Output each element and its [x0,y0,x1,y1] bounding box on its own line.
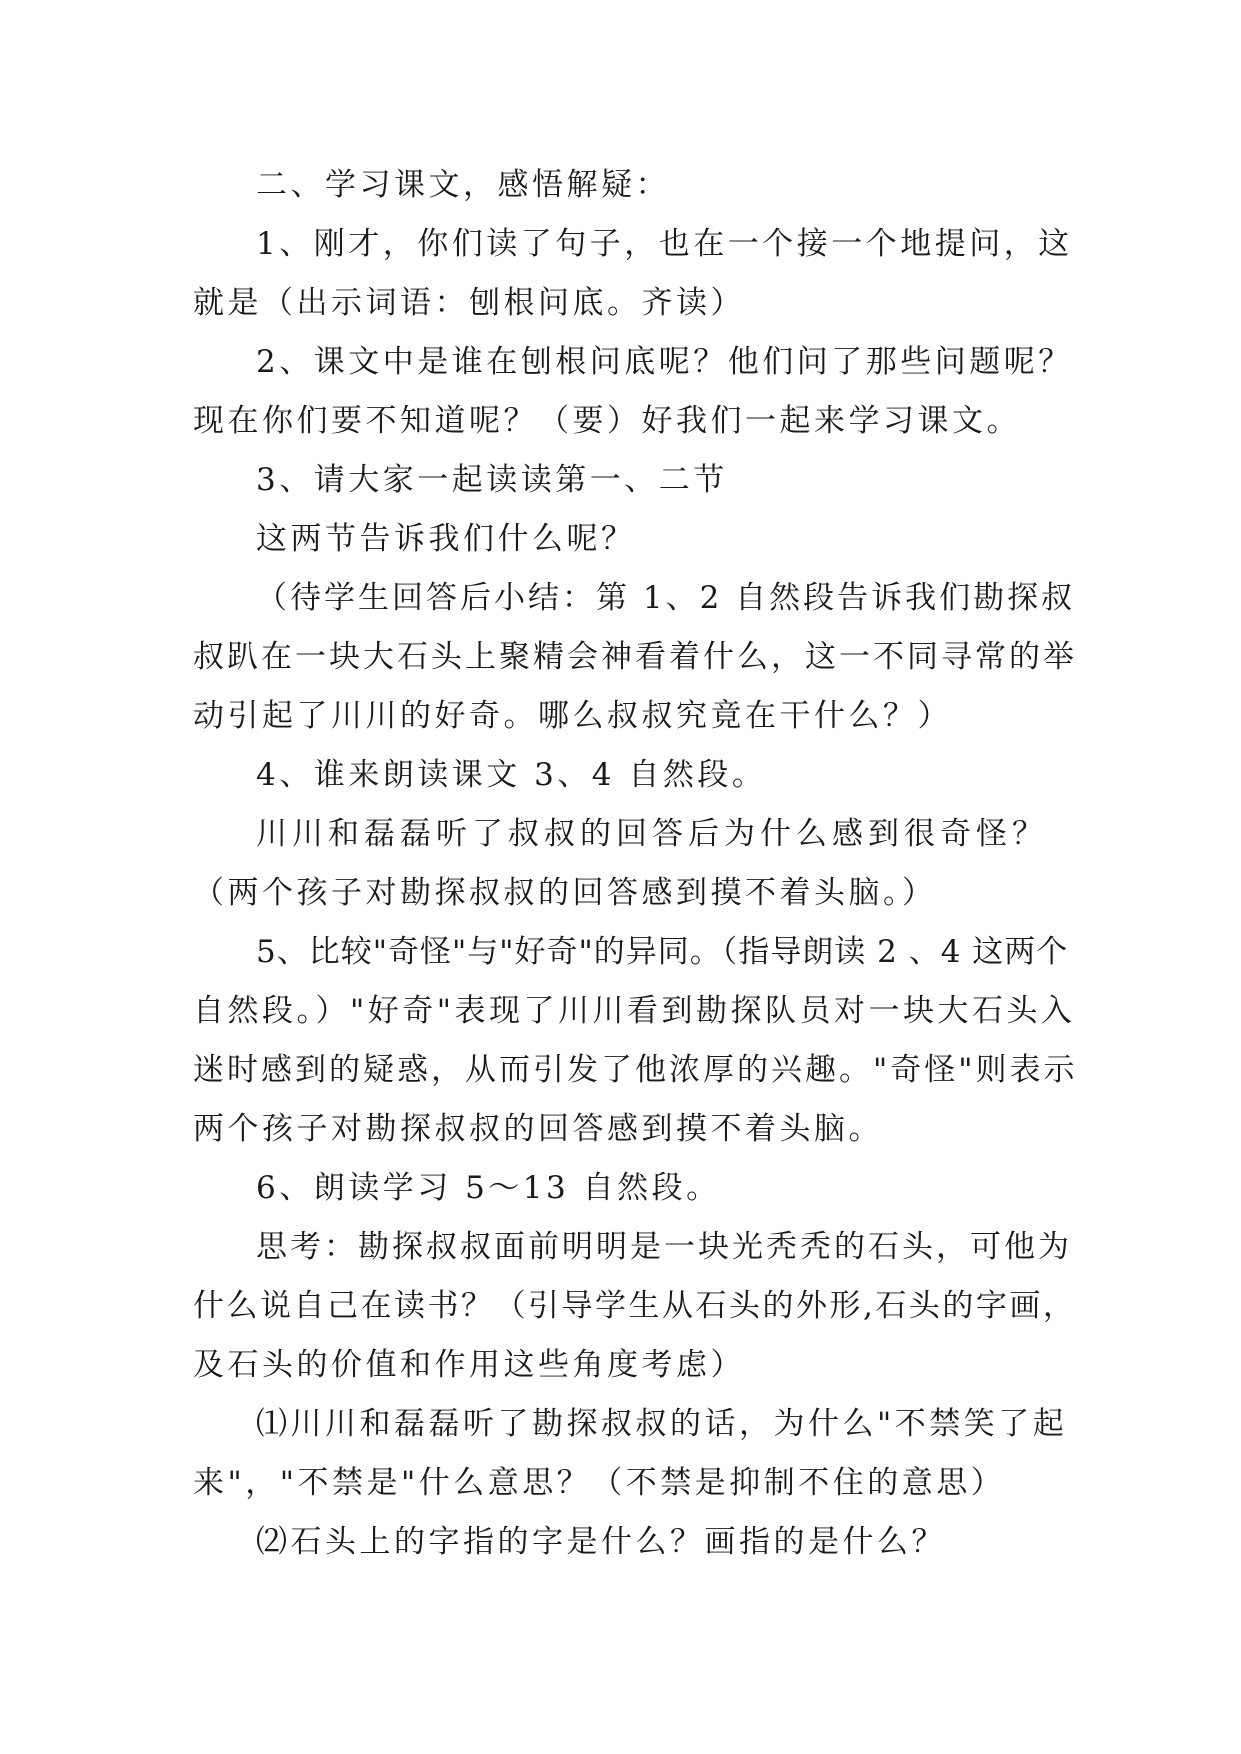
paragraph-line: （待学生回答后小结：第 1、2 自然段告诉我们勘探叔 [256,580,1076,616]
paragraph-line: 叔趴在一块大石头上聚精会神看着什么，这一不同寻常的举 [193,639,1077,675]
paragraph-line: ⑵石头上的字指的字是什么？画指的是什么？ [256,1524,946,1560]
section-heading: 二、学习课文，感悟解疑： [256,167,670,203]
paragraph-line: 两个孩子对勘探叔叔的回答感到摸不着头脑。 [193,1111,883,1147]
paragraph-line: （两个孩子对勘探叔叔的回答感到摸不着头脑。） [193,875,937,911]
paragraph-line: 迷时感到的疑惑，从而引发了他浓厚的兴趣。"奇怪"则表示 [193,1052,1078,1088]
paragraph-line: 现在你们要不知道呢？（要）好我们一起来学习课文。 [193,403,1021,439]
paragraph-line: ⑴川川和磊磊听了勘探叔叔的话，为什么"不禁笑了起 [256,1406,1068,1442]
paragraph-line: 3、请大家一起读读第一、二节 [256,462,728,498]
paragraph-line: 4、谁来朗读课文 3、4 自然段。 [256,757,767,793]
paragraph-line: 及石头的价值和作用这些角度考虑） [193,1347,745,1383]
paragraph-line: 动引起了川川的好奇。哪么叔叔究竟在干什么？） [193,698,952,734]
paragraph-line: 思考：勘探叔叔面前明明是一块光秃秃的石头，可他为 [256,1229,1072,1265]
paragraph-line: 5、比较"奇怪"与"好奇"的异同。（指导朗读 2 、4 这两个 [256,934,1069,970]
paragraph-line: 2、课文中是谁在刨根问底呢？他们问了那些问题呢？ [256,344,1073,380]
paragraph-line: 这两节告诉我们什么呢？ [256,521,636,557]
paragraph-line: 来"，"不禁是"什么意思？（不禁是抑制不住的意思） [193,1465,1006,1501]
paragraph-line: 就是（出示词语：刨根问底。齐读） [193,285,745,321]
paragraph-line: 6、朗读学习 5～13 自然段。 [256,1170,721,1206]
paragraph-line: 什么说自己在读书？（引导学生从石头的外形,石头的字画， [193,1288,1077,1324]
paragraph-line: 川川和磊磊听了叔叔的回答后为什么感到很奇怪？ [256,816,1048,852]
paragraph-line: 1、刚才，你们读了句子，也在一个接一个地提问，这 [256,226,1073,262]
paragraph-line: 自然段。）"好奇"表现了川川看到勘探队员对一块大石头入 [193,993,1076,1029]
